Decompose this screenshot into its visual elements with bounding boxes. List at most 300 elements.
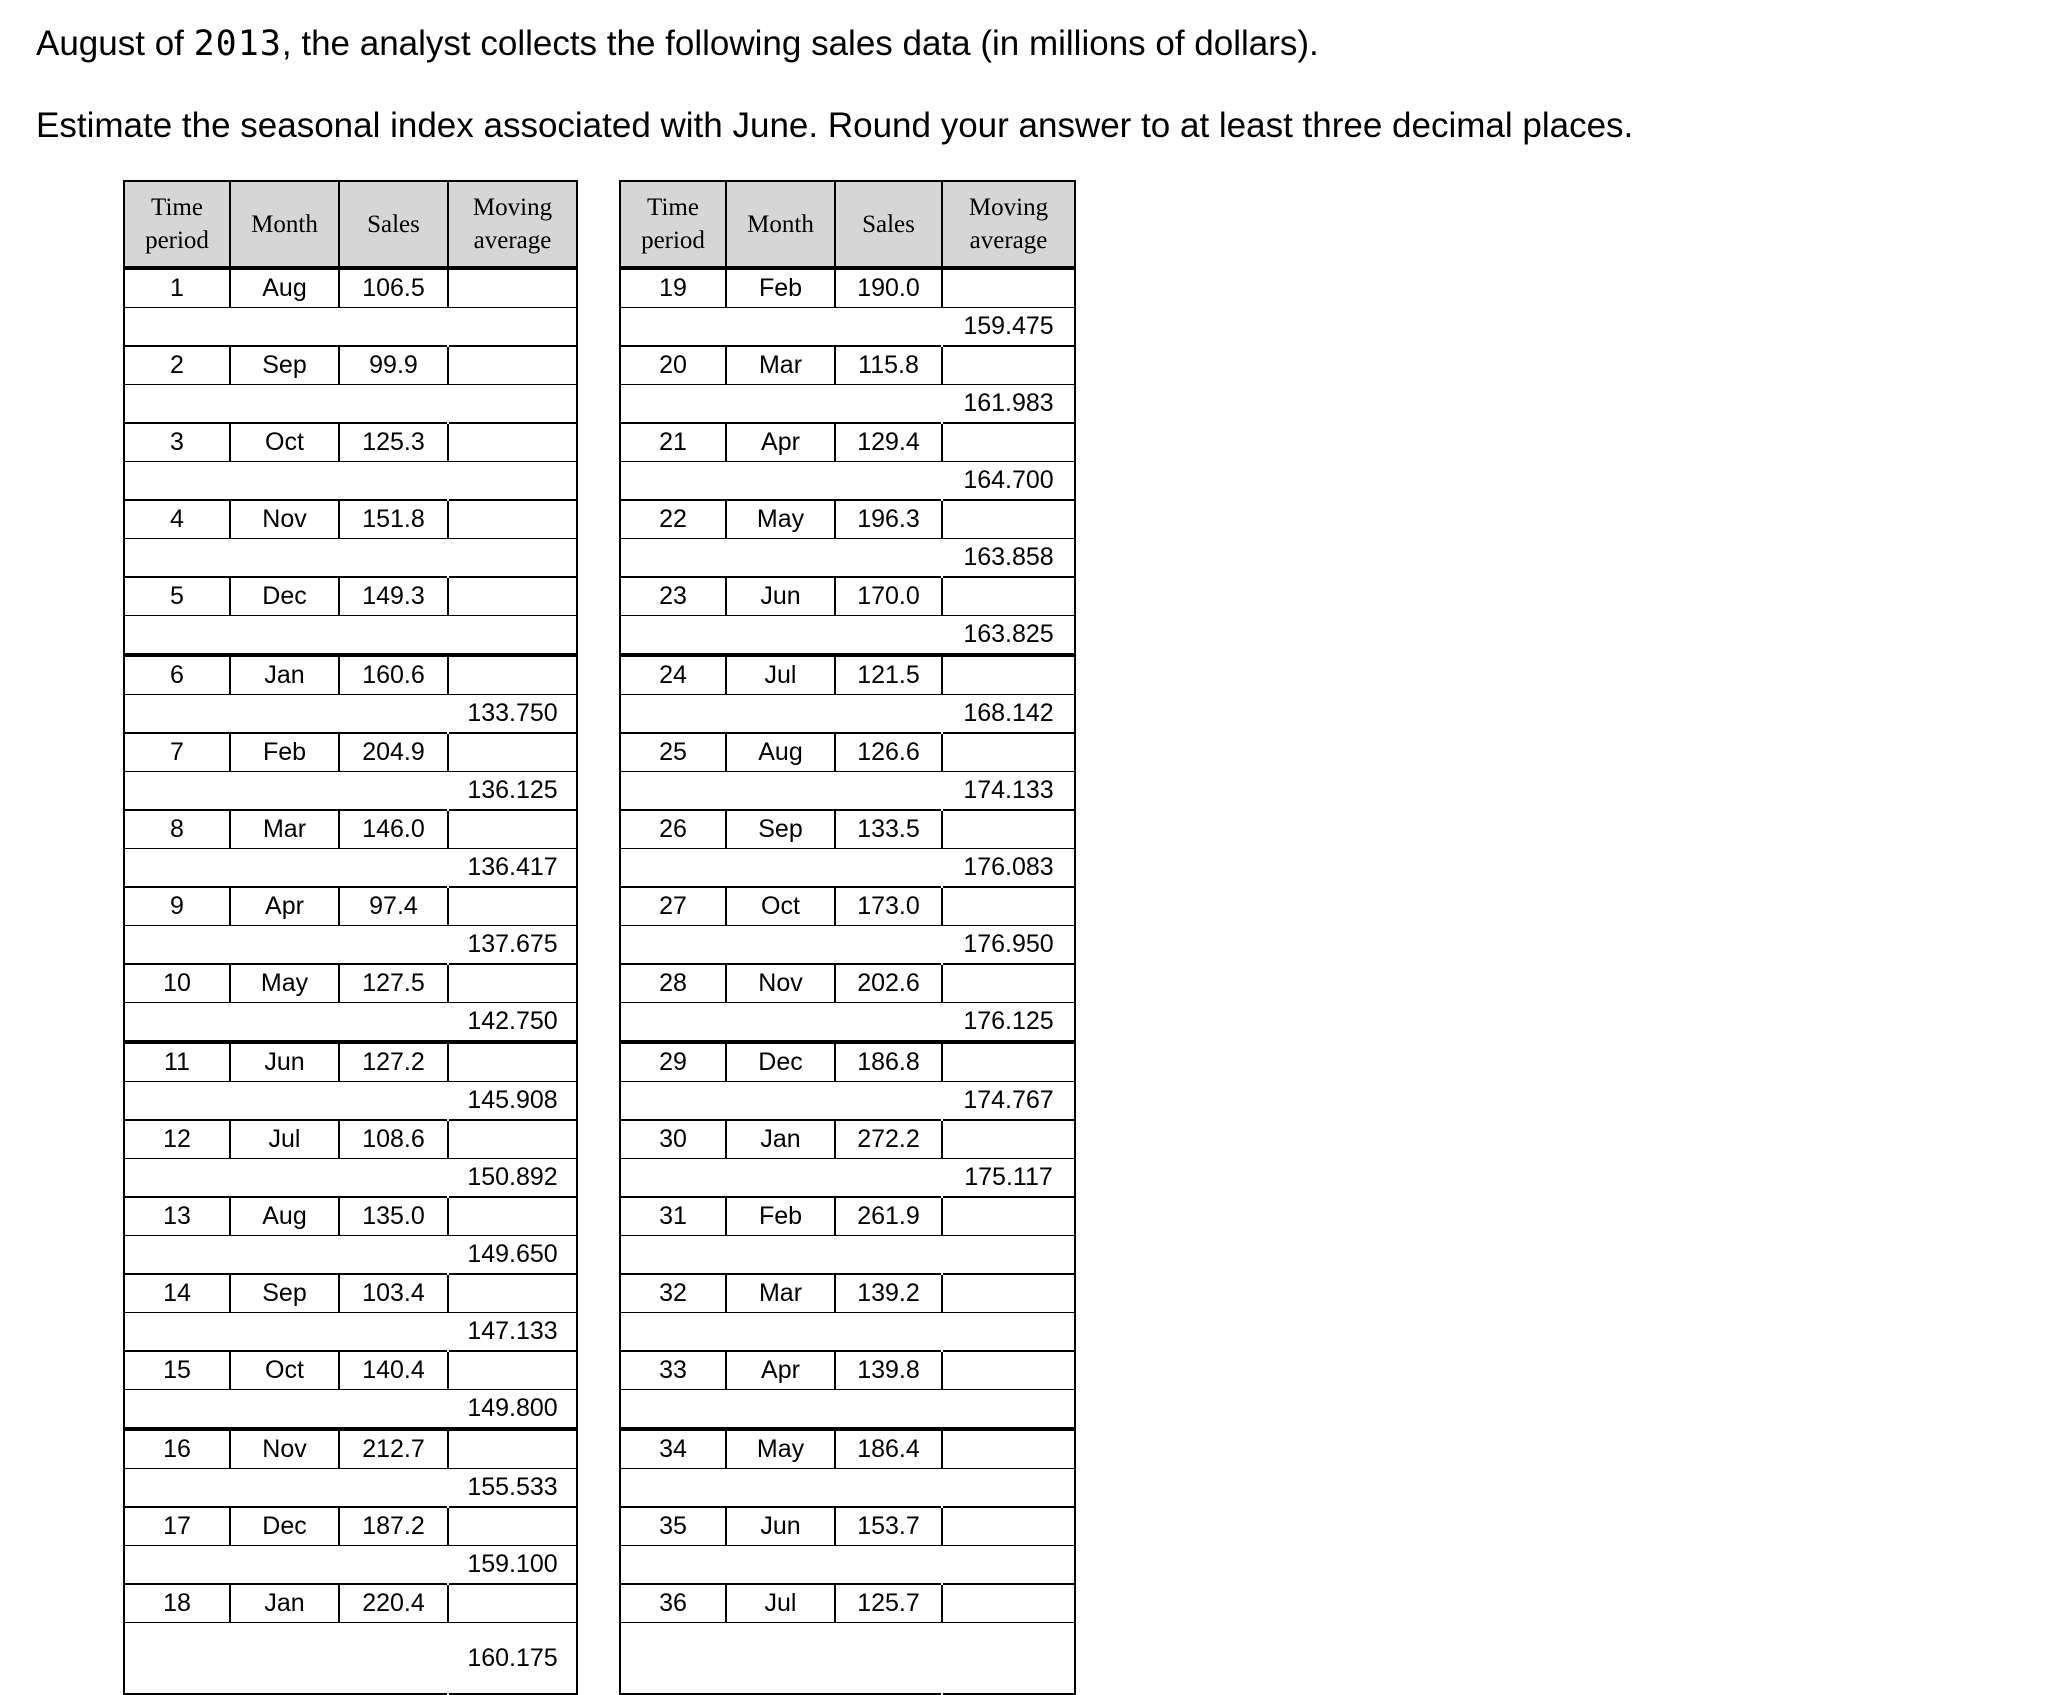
moving-average-row: [620, 1003, 1075, 1043]
moving-average-cell: 164.700: [942, 462, 1075, 501]
time-period-cell: 36: [620, 1584, 726, 1623]
moving-average-row: [620, 1159, 1075, 1198]
moving-average-spacer-cell: [448, 1507, 577, 1546]
table-row: [620, 1197, 1075, 1236]
table-row: [620, 500, 1075, 539]
moving-average-row: [620, 772, 1075, 811]
time-period-cell: 10: [124, 964, 230, 1003]
table-row: [124, 1197, 577, 1236]
sales-cell: 187.2: [339, 1507, 448, 1546]
sales-cell: 153.7: [835, 1507, 942, 1546]
moving-average-row: [124, 1003, 577, 1043]
moving-average-cell: 136.417: [448, 849, 577, 888]
moving-average-spacer-cell: [942, 346, 1075, 385]
moving-average-cell: 149.650: [448, 1236, 577, 1275]
time-period-cell: 26: [620, 810, 726, 849]
sales-cell: 121.5: [835, 655, 942, 695]
moving-average-row: [124, 926, 577, 965]
sales-cell: 139.2: [835, 1274, 942, 1313]
time-period-cell: 33: [620, 1351, 726, 1390]
moving-average-row: [124, 1236, 577, 1275]
month-cell: Oct: [230, 423, 339, 462]
time-period-cell: 23: [620, 577, 726, 616]
table-row: [124, 268, 577, 308]
table-row: [124, 1351, 577, 1390]
sales-cell: 127.5: [339, 964, 448, 1003]
time-period-cell: 22: [620, 500, 726, 539]
moving-average-spacer-cell: [448, 268, 577, 308]
header-sales: Sales: [835, 181, 942, 268]
moving-average-spacer-cell: [942, 1042, 1075, 1082]
blank-cell: [124, 1003, 448, 1043]
sales-cell: 106.5: [339, 268, 448, 308]
sales-cell: 108.6: [339, 1120, 448, 1159]
blank-cell: [124, 1469, 448, 1508]
moving-average-spacer-cell: [448, 1042, 577, 1082]
moving-average-cell: [942, 1546, 1075, 1585]
moving-average-row: [620, 1313, 1075, 1352]
sales-cell: 97.4: [339, 887, 448, 926]
month-cell: Feb: [726, 268, 835, 308]
blank-cell: [620, 695, 942, 734]
moving-average-spacer-cell: [942, 500, 1075, 539]
time-period-cell: 5: [124, 577, 230, 616]
table-row: [620, 577, 1075, 616]
moving-average-row: [124, 462, 577, 501]
moving-average-row: [124, 1469, 577, 1508]
month-cell: Aug: [726, 733, 835, 772]
time-period-cell: 14: [124, 1274, 230, 1313]
blank-cell: [620, 539, 942, 578]
moving-average-cell: 174.767: [942, 1082, 1075, 1121]
moving-average-spacer-cell: [942, 1120, 1075, 1159]
time-period-cell: 24: [620, 655, 726, 695]
moving-average-row: [124, 308, 577, 347]
blank-cell: [124, 1546, 448, 1585]
moving-average-cell: [448, 385, 577, 424]
blank-cell: [124, 1313, 448, 1352]
moving-average-spacer-cell: [448, 1274, 577, 1313]
table-row: [620, 346, 1075, 385]
moving-average-spacer-cell: [448, 964, 577, 1003]
table-header-row: [620, 181, 1075, 268]
header-month: Month: [230, 181, 339, 268]
table-row: [620, 1042, 1075, 1082]
header-moving-average: Moving average: [942, 181, 1075, 268]
table-row: [124, 1274, 577, 1313]
blank-cell: [124, 1236, 448, 1275]
moving-average-spacer-cell: [942, 1584, 1075, 1623]
month-cell: Jul: [726, 655, 835, 695]
moving-average-spacer-cell: [942, 1197, 1075, 1236]
time-period-cell: 29: [620, 1042, 726, 1082]
table-row: [124, 1042, 577, 1082]
blank-cell: [620, 1390, 942, 1430]
time-period-cell: 31: [620, 1197, 726, 1236]
blank-cell: [124, 462, 448, 501]
sales-cell: 170.0: [835, 577, 942, 616]
sales-cell: 125.7: [835, 1584, 942, 1623]
sales-cell: 196.3: [835, 500, 942, 539]
moving-average-cell: [448, 539, 577, 578]
blank-cell: [124, 1159, 448, 1198]
moving-average-cell: 142.750: [448, 1003, 577, 1043]
moving-average-spacer-cell: [448, 733, 577, 772]
header-moving-average: Moving average: [448, 181, 577, 268]
moving-average-spacer-cell: [942, 268, 1075, 308]
table-row: [620, 423, 1075, 462]
sales-cell: 99.9: [339, 346, 448, 385]
blank-cell: [124, 308, 448, 347]
moving-average-cell: 133.750: [448, 695, 577, 734]
moving-average-row: [124, 772, 577, 811]
moving-average-spacer-cell: [448, 1584, 577, 1623]
header-sales: Sales: [339, 181, 448, 268]
month-cell: Jan: [726, 1120, 835, 1159]
moving-average-spacer-cell: [448, 1351, 577, 1390]
moving-average-cell: 174.133: [942, 772, 1075, 811]
sales-cell: 186.8: [835, 1042, 942, 1082]
moving-average-spacer-cell: [448, 887, 577, 926]
table-row: [124, 577, 577, 616]
table-row: [620, 1351, 1075, 1390]
moving-average-row: [620, 385, 1075, 424]
blank-cell: [620, 1236, 942, 1275]
month-cell: Dec: [230, 577, 339, 616]
moving-average-cell: 137.675: [448, 926, 577, 965]
time-period-cell: 34: [620, 1429, 726, 1469]
header-month: Month: [726, 181, 835, 268]
moving-average-spacer-cell: [942, 733, 1075, 772]
month-cell: Jun: [230, 1042, 339, 1082]
table-row: [124, 1507, 577, 1546]
sales-cell: 115.8: [835, 346, 942, 385]
intro-prefix: August of: [36, 24, 194, 63]
moving-average-cell: 176.950: [942, 926, 1075, 965]
blank-cell: [124, 772, 448, 811]
blank-cell: [620, 1003, 942, 1043]
month-cell: May: [726, 1429, 835, 1469]
moving-average-row: [124, 1313, 577, 1352]
table-row: [620, 1507, 1075, 1546]
sales-cell: 186.4: [835, 1429, 942, 1469]
moving-average-cell: 160.175: [448, 1623, 577, 1695]
month-cell: Sep: [726, 810, 835, 849]
blank-cell: [620, 1546, 942, 1585]
sales-cell: 173.0: [835, 887, 942, 926]
moving-average-row: [620, 539, 1075, 578]
question-intro: [36, 22, 1319, 66]
month-cell: Feb: [726, 1197, 835, 1236]
blank-cell: [124, 926, 448, 965]
table-row: [620, 1120, 1075, 1159]
moving-average-cell: 168.142: [942, 695, 1075, 734]
header-time-period: Time period: [620, 181, 726, 268]
moving-average-spacer-cell: [942, 810, 1075, 849]
time-period-cell: 21: [620, 423, 726, 462]
sales-cell: 139.8: [835, 1351, 942, 1390]
table-header-row: [124, 181, 577, 268]
moving-average-cell: 161.983: [942, 385, 1075, 424]
moving-average-cell: [448, 616, 577, 656]
moving-average-cell: 159.475: [942, 308, 1075, 347]
sales-cell: 261.9: [835, 1197, 942, 1236]
moving-average-row: [124, 1082, 577, 1121]
table-row: [620, 655, 1075, 695]
sales-cell: 133.5: [835, 810, 942, 849]
moving-average-row: [620, 1236, 1075, 1275]
sales-cell: 202.6: [835, 964, 942, 1003]
moving-average-spacer-cell: [448, 500, 577, 539]
month-cell: Jul: [726, 1584, 835, 1623]
blank-cell: [620, 1469, 942, 1508]
blank-cell: [620, 1313, 942, 1352]
month-cell: Jun: [726, 577, 835, 616]
blank-cell: [124, 849, 448, 888]
month-cell: Feb: [230, 733, 339, 772]
month-cell: Mar: [726, 346, 835, 385]
sales-cell: 127.2: [339, 1042, 448, 1082]
moving-average-row: [620, 926, 1075, 965]
moving-average-cell: [448, 462, 577, 501]
moving-average-spacer-cell: [448, 1429, 577, 1469]
sales-cell: 204.9: [339, 733, 448, 772]
moving-average-row: [124, 1623, 577, 1695]
table-row: [620, 1584, 1075, 1623]
moving-average-spacer-cell: [942, 1274, 1075, 1313]
table-row: [124, 1120, 577, 1159]
table-row: [124, 1429, 577, 1469]
time-period-cell: 15: [124, 1351, 230, 1390]
year-value: 2013: [193, 24, 282, 64]
moving-average-row: [124, 1159, 577, 1198]
blank-cell: [620, 385, 942, 424]
month-cell: Dec: [230, 1507, 339, 1546]
time-period-cell: 11: [124, 1042, 230, 1082]
table-row: [620, 810, 1075, 849]
moving-average-cell: [942, 1623, 1075, 1695]
moving-average-spacer-cell: [942, 1351, 1075, 1390]
moving-average-spacer-cell: [448, 346, 577, 385]
sales-cell: 135.0: [339, 1197, 448, 1236]
moving-average-row: [620, 616, 1075, 656]
moving-average-cell: 149.800: [448, 1390, 577, 1430]
table-row: [124, 655, 577, 695]
sales-cell: 160.6: [339, 655, 448, 695]
sales-table-right: [619, 180, 1076, 1695]
moving-average-row: [124, 1390, 577, 1430]
header-time-period: Time period: [124, 181, 230, 268]
time-period-cell: 2: [124, 346, 230, 385]
sales-cell: 146.0: [339, 810, 448, 849]
time-period-cell: 7: [124, 733, 230, 772]
time-period-cell: 9: [124, 887, 230, 926]
blank-cell: [124, 1390, 448, 1430]
moving-average-row: [124, 539, 577, 578]
moving-average-row: [620, 462, 1075, 501]
question-instruction: Estimate the seasonal index associated with June. Round your answer to at least three decimal places.: [36, 106, 1634, 145]
moving-average-spacer-cell: [942, 423, 1075, 462]
moving-average-cell: [448, 308, 577, 347]
time-period-cell: 32: [620, 1274, 726, 1313]
sales-cell: 190.0: [835, 268, 942, 308]
blank-cell: [620, 1159, 942, 1198]
month-cell: May: [726, 500, 835, 539]
sales-cell: 140.4: [339, 1351, 448, 1390]
moving-average-cell: [942, 1390, 1075, 1430]
time-period-cell: 16: [124, 1429, 230, 1469]
table-row: [124, 733, 577, 772]
sales-cell: 272.2: [835, 1120, 942, 1159]
blank-cell: [620, 616, 942, 656]
month-cell: Jan: [230, 1584, 339, 1623]
moving-average-spacer-cell: [448, 577, 577, 616]
moving-average-spacer-cell: [942, 577, 1075, 616]
moving-average-cell: 136.125: [448, 772, 577, 811]
table-row: [124, 500, 577, 539]
moving-average-spacer-cell: [448, 1120, 577, 1159]
time-period-cell: 19: [620, 268, 726, 308]
time-period-cell: 12: [124, 1120, 230, 1159]
moving-average-spacer-cell: [448, 810, 577, 849]
sales-cell: 151.8: [339, 500, 448, 539]
table-row: [620, 1274, 1075, 1313]
table-row: [620, 268, 1075, 308]
moving-average-spacer-cell: [942, 655, 1075, 695]
table-row: [620, 887, 1075, 926]
moving-average-cell: 176.125: [942, 1003, 1075, 1043]
month-cell: May: [230, 964, 339, 1003]
month-cell: Nov: [230, 500, 339, 539]
month-cell: Nov: [726, 964, 835, 1003]
time-period-cell: 8: [124, 810, 230, 849]
month-cell: Mar: [726, 1274, 835, 1313]
table-row: [124, 346, 577, 385]
intro-suffix: , the analyst collects the following sales data (in millions of dollars).: [281, 24, 1319, 63]
moving-average-row: [620, 1469, 1075, 1508]
moving-average-row: [620, 695, 1075, 734]
time-period-cell: 1: [124, 268, 230, 308]
moving-average-row: [124, 695, 577, 734]
month-cell: Oct: [726, 887, 835, 926]
moving-average-row: [620, 308, 1075, 347]
blank-cell: [620, 772, 942, 811]
time-period-cell: 6: [124, 655, 230, 695]
time-period-cell: 3: [124, 423, 230, 462]
time-period-cell: 4: [124, 500, 230, 539]
time-period-cell: 20: [620, 346, 726, 385]
moving-average-spacer-cell: [942, 1429, 1075, 1469]
month-cell: Jun: [726, 1507, 835, 1546]
moving-average-cell: [942, 1236, 1075, 1275]
moving-average-spacer-cell: [448, 423, 577, 462]
blank-cell: [620, 1082, 942, 1121]
moving-average-row: [620, 1390, 1075, 1430]
sales-cell: 220.4: [339, 1584, 448, 1623]
moving-average-cell: 145.908: [448, 1082, 577, 1121]
moving-average-row: [124, 385, 577, 424]
table-row: [124, 1584, 577, 1623]
time-period-cell: 27: [620, 887, 726, 926]
month-cell: Nov: [230, 1429, 339, 1469]
month-cell: Jan: [230, 655, 339, 695]
time-period-cell: 25: [620, 733, 726, 772]
time-period-cell: 30: [620, 1120, 726, 1159]
moving-average-cell: [942, 1313, 1075, 1352]
moving-average-row: [620, 1623, 1075, 1695]
moving-average-spacer-cell: [942, 964, 1075, 1003]
month-cell: Apr: [726, 423, 835, 462]
month-cell: Sep: [230, 1274, 339, 1313]
table-row: [124, 887, 577, 926]
sales-cell: 212.7: [339, 1429, 448, 1469]
blank-cell: [124, 539, 448, 578]
moving-average-cell: [942, 1469, 1075, 1508]
moving-average-cell: 150.892: [448, 1159, 577, 1198]
moving-average-cell: 163.858: [942, 539, 1075, 578]
moving-average-cell: 163.825: [942, 616, 1075, 656]
moving-average-row: [620, 1546, 1075, 1585]
sales-cell: 125.3: [339, 423, 448, 462]
table-row: [124, 810, 577, 849]
month-cell: Mar: [230, 810, 339, 849]
blank-cell: [124, 1082, 448, 1121]
table-row: [620, 1429, 1075, 1469]
month-cell: Aug: [230, 1197, 339, 1236]
table-row: [620, 733, 1075, 772]
month-cell: Oct: [230, 1351, 339, 1390]
moving-average-spacer-cell: [448, 1197, 577, 1236]
sales-cell: 126.6: [835, 733, 942, 772]
moving-average-spacer-cell: [942, 1507, 1075, 1546]
moving-average-cell: 159.100: [448, 1546, 577, 1585]
moving-average-row: [124, 849, 577, 888]
time-period-cell: 35: [620, 1507, 726, 1546]
blank-cell: [124, 616, 448, 656]
blank-cell: [124, 1623, 448, 1695]
time-period-cell: 18: [124, 1584, 230, 1623]
moving-average-spacer-cell: [942, 887, 1075, 926]
blank-cell: [620, 308, 942, 347]
moving-average-row: [124, 1546, 577, 1585]
blank-cell: [620, 1623, 942, 1695]
month-cell: Aug: [230, 268, 339, 308]
blank-cell: [124, 385, 448, 424]
moving-average-cell: 147.133: [448, 1313, 577, 1352]
moving-average-row: [620, 849, 1075, 888]
sales-cell: 129.4: [835, 423, 942, 462]
month-cell: Dec: [726, 1042, 835, 1082]
moving-average-cell: 176.083: [942, 849, 1075, 888]
time-period-cell: 17: [124, 1507, 230, 1546]
moving-average-row: [620, 1082, 1075, 1121]
table-row: [124, 423, 577, 462]
moving-average-row: [124, 616, 577, 656]
blank-cell: [620, 926, 942, 965]
month-cell: Sep: [230, 346, 339, 385]
time-period-cell: 28: [620, 964, 726, 1003]
moving-average-spacer-cell: [448, 655, 577, 695]
sales-cell: 149.3: [339, 577, 448, 616]
time-period-cell: 13: [124, 1197, 230, 1236]
month-cell: Apr: [230, 887, 339, 926]
blank-cell: [620, 462, 942, 501]
table-row: [124, 964, 577, 1003]
blank-cell: [124, 695, 448, 734]
moving-average-cell: 155.533: [448, 1469, 577, 1508]
sales-cell: 103.4: [339, 1274, 448, 1313]
table-row: [620, 964, 1075, 1003]
